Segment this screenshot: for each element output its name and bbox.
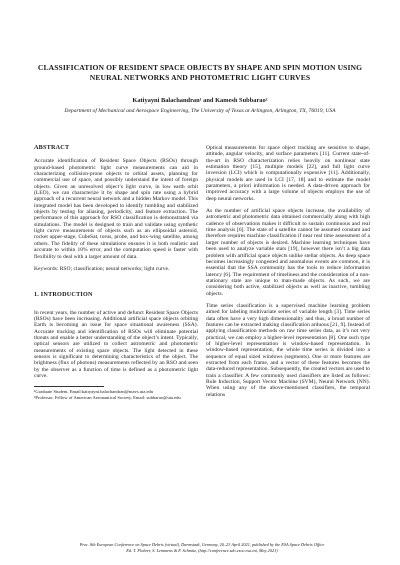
- left-column: [34, 145, 198, 400]
- body-paragraph-3: Time series classification is a supervised machine learning problem aimed for labeling multivariate series of variable length [3]. Time series data often have a very high dimensionality and thus, a broad number of features can be extracted making classification arduous [21, 9]. Instead of applying classification methods on raw time series data, as it’s not very practical, we can employ a higher-level representation [8]. One such type of higher-level representation is window-based representation. In window-based representation, the whole time series is divided into a sequence of equal sized windows (segments). One or more features are extracted from each frame, and a vector of these features becomes the data-reduced representation. Subsequently, the created vectors are used to train a classifier. A few commonly used classifiers are listed as follows: Rule Induction, Support Vector Machine (SVM), Neural Network (NN). When using any of the above-mentioned classifiers, the temporal relations: [206, 302, 370, 398]
- page-footer: [34, 542, 370, 553]
- paper-title: CLASSIFICATION OF RESIDENT SPACE OBJECTS BY SHAPE AND SPIN MOTION USING NEURAL NETWORKS AND PHOTOMETRIC LIGHT CURVES: [37, 63, 363, 82]
- paper-authors: Katiyayni Balachandran¹ and Kamesh Subbarao²: [132, 97, 268, 104]
- footnote-1: ¹Graduate Student, Email:katiyayni.balachandran@mavs.uta.edu: [34, 389, 154, 395]
- footer-line-1: Proc. 8th European Conference on Space Debris (virtual), Darmstadt, Germany, 20–23 April 2021, published by the ESA Space Debris Office: [79, 542, 325, 547]
- footer-line-2: Ed. T. Flohrer, S. Lemmens & F. Schmitz, (http://conference.sdo.esoc.esa.int, May 2021): [126, 547, 278, 553]
- footnote-2: ²Professor, Fellow of American Aeronautical Society, Email: subbarao@uta.edu: [34, 394, 181, 400]
- footnote-rule: [34, 386, 104, 387]
- introduction-heading: 1. INTRODUCTION: [34, 291, 93, 299]
- abstract-text: Accurate identification of Resident Space Objects (RSOs) through ground-based photometric light curve measurements can aid in characterizing collision-prone objects to orbital assets, planning for commercial use of space, and possibly understand the intent of foreign objects. Given an unresolved object’s light curve, in low earth orbit (LEO), we can characterize it by shape and spin rate using a hybrid approach of a recurrent neural network and a hidden Markov model. This integrated model has been developed to identify tumbling and stabilized objects by testing for aliasing, periodicity, and feature extraction. The performance of this approach for RSO classification is demonstrated via simulations. The model is designed to train and validate using synthetic light curve measurements of objects such as an ellipsoidal asteroid, rocket upper-stage, CubeSat, torus, probe, and box-wing satellite, among others. The fidelity of these simulations ensures it is both realistic and accurate to within 10% error, and the computation speed is faster with flexibility to deal with a larger amount of data.: [34, 158, 198, 260]
- keywords: Keywords: RSO; classification; neural networks; light curve.: [34, 265, 170, 272]
- body-paragraph-1: Optical measurements for space object tracking are sensitive to shape, attitude, angular velocity, and surface parameters [11]. Current state-of-the-art in RSO characterization relies heavily on nonlinear state estimation theory [15], multiple models [22], and full light curve inversion (LCI) which is computationally expensive [11]. Additionally, physical models are used in LCI [17, 18] and to estimate the model parameters, a priori information is needed. A data-driven approach for improved accuracy with a large volume of objects employs the use of deep neural networks.: [206, 145, 370, 202]
- body-paragraph-2: As the number of artificial space objects increase, the availability of astrometric and photometric data obtained commercially along with high cadence of observations makes it difficult to sustain continuous and real time analysis [6]. The state of a satellite cannot be assumed constant and therefore requires machine classification if near real time assessment of a larger number of objects is desired. Machine learning techniques have been used to analyze variable stars [19], however there isn’t a big data problem with artificial space objects unlike stellar objects. As deep space becomes increasingly congested and anomalous events are common, it is essential that the SSA community has the tools to reduce information latency [6]. The requirement of timeliness and the consideration of a non-stationary state are unique to man-made objects. As such, we are considering both active, stabilized objects as well as inactive, tumbling objects.: [206, 208, 370, 297]
- abstract-heading: ABSTRACT: [34, 144, 70, 151]
- introduction-paragraph: In recent years, the number of active and defunct Resident Space Objects (RSOs) have been increasing. Additional artificial space objects orbiting Earth is becoming an issue for space situational awareness (SSA). Accurate tracking and identification of RSOs will eliminate potential threats and enable a better understanding of the object’s intent. Typically, optical sensors are utilized to collect astrometric and photometric measurements of existing space objects. The light detected in these sensors is significant to determining characteristics of the object. The brightness (flux of photons) measurements reflected by an RSO and seen by the observer as a function of time is defined as a photometric light curve.: [34, 309, 198, 379]
- right-column: [206, 145, 370, 398]
- paper-affiliation: Department of Mechanical and Aerospace Engineering, The University of Texas at Arlington, Arlington, TX, 76019, USA: [64, 108, 336, 114]
